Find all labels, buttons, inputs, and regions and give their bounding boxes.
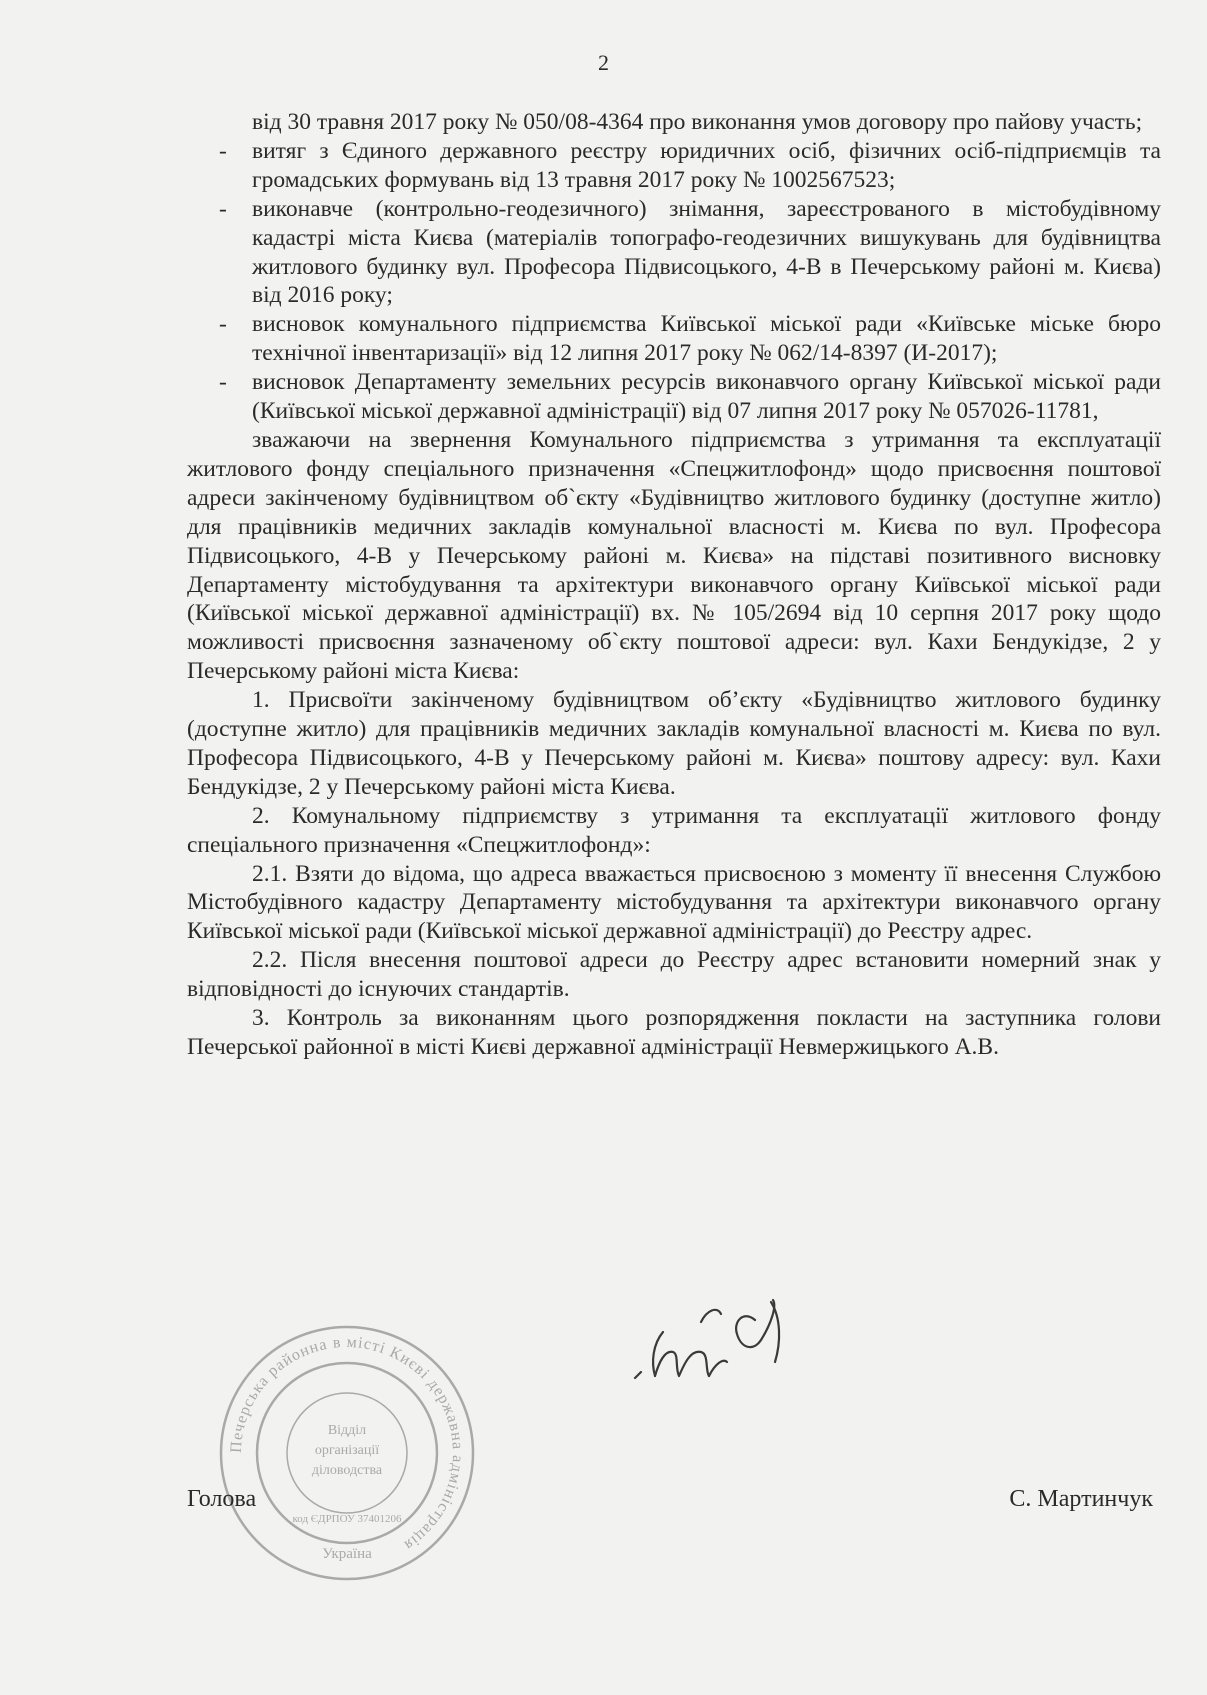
signatory-name: С. Мартинчук <box>1009 1486 1153 1512</box>
stamp-inner-line: Відділ <box>327 1423 367 1438</box>
stamp-outer-text: Печерська районна в місті Києві державна адміністрація <box>227 1333 467 1555</box>
stamp-code-text: код ЄДРПОУ 37401206 <box>292 1513 402 1525</box>
order-item-3: 3. Контроль за виконанням цього розпорядження покласти на заступника голови Печерської районної в місті Києві державної адміністрації Невмержицького А.В. <box>187 1005 1161 1060</box>
official-stamp <box>216 1322 478 1584</box>
considering-paragraph: зважаючи на звернення Комунального підприємства з утримання та експлуатації житлового фонду спеціального призначення «Спецжитлофонд» щодо присвоєння поштової адреси закінченому будівництвом об`єкту «Будівництво житлового будинку (доступне житло) для працівників медичних закладів комунальної власності м. Києва по вул. Професора Підвисоцького, 4-В у Печерському районі м. Києва» на підставі позитивного висновку Департаменту містобудування та архітектури виконавчого органу Київської міської ради (Київської міської державної адміністрації) вх. № 105/2694 від 10 серпня 2017 року щодо можливості присвоєння зазначеному об`єкту поштової адреси: вул. Кахи Бендукідзе, 2 у Печерському районі міста Києва: <box>187 426 1161 685</box>
order-item-2: 2. Комунальному підприємству з утримання та експлуатації житлового фонду спеціального призначення «Спецжитлофонд»: <box>187 802 1161 858</box>
order-item-2-2: 2.2. Після внесення поштової адреси до Реєстру адрес встановити номерний знак у відповідності до існуючих стандартів. <box>187 947 1161 1003</box>
stamp-bottom-text: Україна <box>322 1546 372 1562</box>
stamp-inner-line: діловодства <box>311 1463 383 1478</box>
attachment-item: - висновок комунального підприємства Київської міської ради «Київське міське бюро технічної інвентаризації» від 12 липня 2017 року № 062/14-8397 (И-2017); <box>187 310 1161 368</box>
order-item-1: 1. Присвоїти закінченому будівництвом об’єкту «Будівництво житлового будинку (доступне житло) для працівників медичних закладів комунальної власності м. Києва по вул. Професора Підвисоцького, 4-В у Печерському районі м. Києва» поштову адресу: вул. Кахи Бендукідзе, 2 у Печерському районі міста Києва. <box>187 687 1161 800</box>
signatory-position: Голова <box>187 1486 257 1512</box>
attachment-item: - виконавче (контрольно-геодезичного) знімання, зареєстрованого в містобудівному кадастрі міста Києва (матеріалів топографо-геодезичних вишукувань для будівництва житлового будинку вул. Професора Підвисоцького, 4-В в Печерському районі м. Києва) від 2016 року; <box>187 195 1161 311</box>
stamp-inner-line: організації <box>314 1443 380 1458</box>
attachment-item: - висновок Департаменту земельних ресурсів виконавчого органу Київської міської ради (Київської міської державної адміністрації) від 07 липня 2017 року № 057026-11781, <box>187 368 1161 426</box>
document-body <box>187 108 1161 1062</box>
order-item-2-1: 2.1. Взяти до відома, що адреса вважається присвоєною з моменту її внесення Службою Містобудівного кадастру Департаменту містобудування та архітектури виконавчого органу Київської міської ради (Київської міської державної адміністрації) до Реєстру адрес. <box>187 860 1161 945</box>
intro-continuation: від 30 травня 2017 року № 050/08-4364 про виконання умов договору про пайову участь; <box>252 109 1143 135</box>
attachment-item: - витяг з Єдиного державного реєстру юридичних осіб, фізичних осіб-підприємців та громадських формувань від 13 травня 2017 року № 1002567523; <box>187 137 1161 195</box>
handwritten-signature <box>605 1292 865 1390</box>
page-number: 2 <box>598 50 609 75</box>
